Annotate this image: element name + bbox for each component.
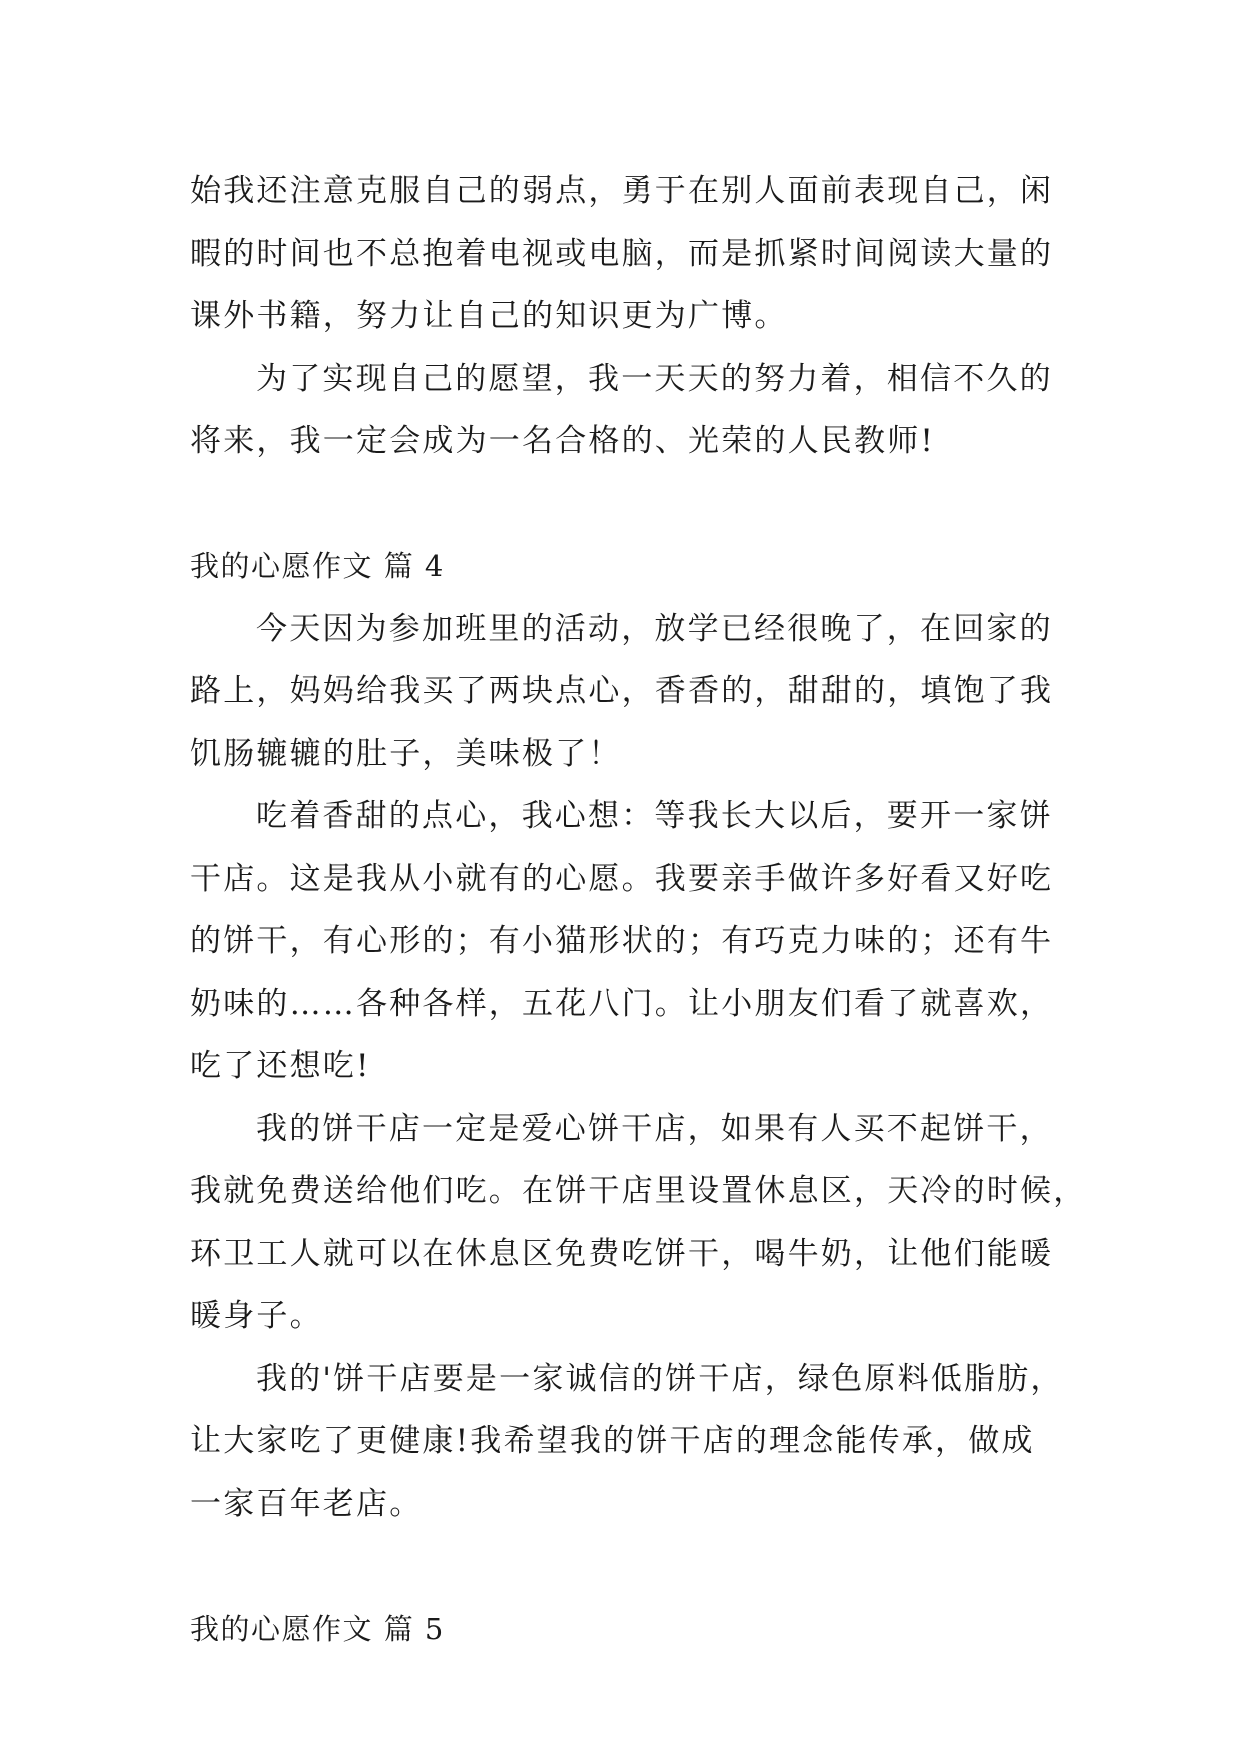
text-line: 课外书籍，努力让自己的知识更为广博。	[190, 298, 788, 334]
document-page	[190, 160, 1087, 1660]
section-heading: 我的心愿作文 篇 5	[190, 1611, 445, 1646]
text-line: 一家百年老店。	[190, 1485, 423, 1522]
text-line: 让大家吃了更健康!我希望我的饼干店的理念能传承，做成	[190, 1423, 1035, 1459]
paragraph-continuation	[190, 160, 1055, 348]
text-line: 奶味的……各种各样，五花八门。让小朋友们看了就喜欢，	[190, 985, 1054, 1022]
text-line: 吃了还想吃!	[190, 1048, 371, 1084]
text-line: 今天因为参加班里的活动，放学已经很晚了，在回家的	[256, 610, 1053, 647]
text-line: 我就免费送给他们吃。在饼干店里设置休息区，天冷的时候，	[190, 1173, 1087, 1209]
paragraph	[190, 1098, 1087, 1348]
text-line: 暇的时间也不总抱着电视或电脑，而是抓紧时间阅读大量的	[190, 235, 1054, 272]
text-line: 我的饼干店一定是爱心饼干店，如果有人买不起饼干，	[256, 1110, 1053, 1147]
text-line: 路上，妈妈给我买了两块点心，香香的，甜甜的，填饱了我	[190, 673, 1054, 709]
text-line: 吃着香甜的点心，我心想：等我长大以后，要开一家饼	[256, 798, 1053, 834]
text-line: 环卫工人就可以在休息区免费吃饼干，喝牛奶，让他们能暖	[190, 1235, 1054, 1272]
paragraph	[190, 1348, 1064, 1536]
text-line: 暖身子。	[190, 1298, 323, 1334]
text-line: 始我还注意克服自己的弱点，勇于在别人面前表现自己，闲	[190, 173, 1054, 209]
paragraph	[190, 598, 1055, 786]
text-line: 的饼干，有心形的；有小猫形状的；有巧克力味的；还有牛	[190, 923, 1054, 959]
text-line: 饥肠辘辘的肚子，美味极了！	[190, 735, 622, 772]
paragraph	[190, 348, 1055, 473]
text-line: 将来，我一定会成为一名合格的、光荣的人民教师!	[190, 423, 936, 459]
section-heading: 我的心愿作文 篇 4	[190, 549, 445, 583]
paragraph	[190, 785, 1055, 1098]
text-line: 为了实现自己的愿望，我一天天的努力着，相信不久的	[256, 360, 1053, 397]
text-line: 干店。这是我从小就有的心愿。我要亲手做许多好看又好吃	[190, 860, 1054, 897]
text-line: 我的'饼干店要是一家诚信的饼干店，绿色原料低脂肪，	[256, 1360, 1064, 1397]
